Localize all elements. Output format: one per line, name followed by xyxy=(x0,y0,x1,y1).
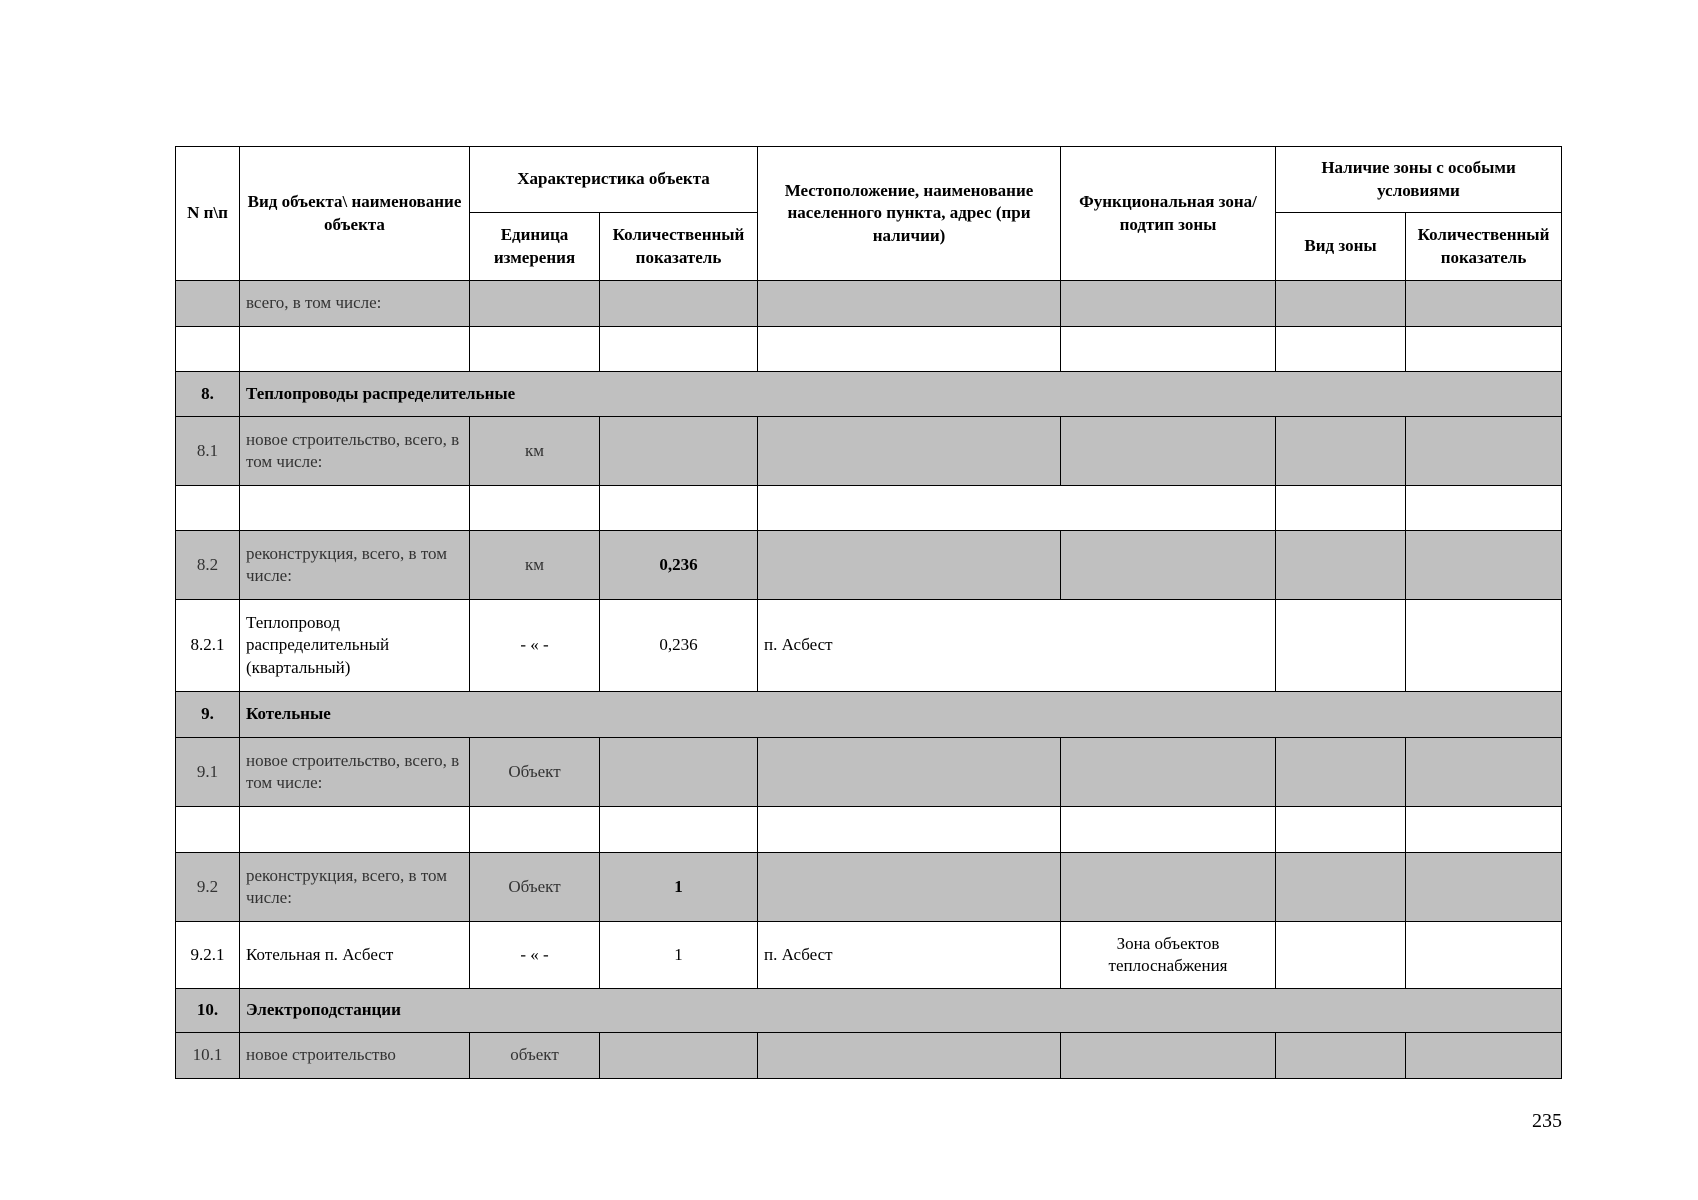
header-characteristic-group: Характеристика объекта xyxy=(470,147,758,213)
cell-name xyxy=(240,807,470,853)
cell-num xyxy=(176,327,240,372)
table-row xyxy=(176,600,1562,692)
header-object-type: Вид объекта\ наименование объекта xyxy=(240,147,470,281)
cell-unit: км xyxy=(470,417,600,486)
table-row xyxy=(176,807,1562,853)
cell-qty xyxy=(600,486,758,531)
table-row xyxy=(176,738,1562,807)
section-title: Электроподстанции xyxy=(240,989,1562,1033)
header-zone-quantity: Количественный показатель xyxy=(1406,213,1562,281)
cell-qty xyxy=(600,281,758,327)
cell-num: 9.1 xyxy=(176,738,240,807)
cell-name: новое строительство, всего, в том числе: xyxy=(240,738,470,807)
cell-zone-type xyxy=(1276,922,1406,989)
table-row xyxy=(176,853,1562,922)
cell-qty xyxy=(600,738,758,807)
cell-zone-type xyxy=(1276,807,1406,853)
cell-name: Теплопровод распределительный (квартальный) xyxy=(240,600,470,692)
cell-num: 9. xyxy=(176,692,240,738)
cell-unit: Объект xyxy=(470,738,600,807)
cell-unit xyxy=(470,486,600,531)
cell-zone-type xyxy=(1276,738,1406,807)
table-row xyxy=(176,327,1562,372)
cell-location xyxy=(758,1033,1061,1079)
cell-func-zone xyxy=(1061,417,1276,486)
cell-qty xyxy=(600,807,758,853)
cell-unit xyxy=(470,807,600,853)
table-row xyxy=(176,417,1562,486)
cell-zone-qty xyxy=(1406,327,1562,372)
cell-zone-qty xyxy=(1406,281,1562,327)
header-location: Местоположение, наименование населенного пункта, адрес (при наличии) xyxy=(758,147,1061,281)
cell-zone-type xyxy=(1276,417,1406,486)
page-number: 235 xyxy=(1532,1110,1562,1132)
cell-name: реконструкция, всего, в том числе: xyxy=(240,853,470,922)
cell-qty: 1 xyxy=(600,853,758,922)
cell-name: Котельная п. Асбест xyxy=(240,922,470,989)
cell-qty: 0,236 xyxy=(600,531,758,600)
header-unit: Единица измерения xyxy=(470,213,600,281)
cell-zone-qty xyxy=(1406,853,1562,922)
cell-num xyxy=(176,486,240,531)
cell-func-zone xyxy=(1061,853,1276,922)
header-special-zone-group: Наличие зоны с особыми условиями xyxy=(1276,147,1562,213)
cell-unit xyxy=(470,281,600,327)
cell-num: 8. xyxy=(176,372,240,417)
header-zone-type: Вид зоны xyxy=(1276,213,1406,281)
cell-zone-qty xyxy=(1406,922,1562,989)
cell-qty xyxy=(600,1033,758,1079)
cell-zone-type xyxy=(1276,853,1406,922)
cell-qty: 1 xyxy=(600,922,758,989)
cell-func-zone xyxy=(1061,281,1276,327)
table-row xyxy=(176,922,1562,989)
cell-unit: км xyxy=(470,531,600,600)
table-row xyxy=(176,281,1562,327)
cell-num: 9.2.1 xyxy=(176,922,240,989)
cell-num: 10. xyxy=(176,989,240,1033)
section-row xyxy=(176,372,1562,417)
cell-location xyxy=(758,738,1061,807)
cell-location: п. Асбест xyxy=(758,922,1061,989)
cell-location xyxy=(758,853,1061,922)
cell-zone-type xyxy=(1276,281,1406,327)
cell-name xyxy=(240,486,470,531)
cell-location xyxy=(758,486,1276,531)
cell-name: новое строительство xyxy=(240,1033,470,1079)
cell-name: новое строительство, всего, в том числе: xyxy=(240,417,470,486)
cell-unit: Объект xyxy=(470,853,600,922)
header-functional-zone: Функциональная зона/ подтип зоны xyxy=(1061,147,1276,281)
cell-zone-type xyxy=(1276,327,1406,372)
cell-zone-qty xyxy=(1406,807,1562,853)
cell-unit: - « - xyxy=(470,922,600,989)
cell-zone-qty xyxy=(1406,600,1562,692)
cell-location xyxy=(758,327,1061,372)
cell-zone-qty xyxy=(1406,417,1562,486)
cell-zone-qty xyxy=(1406,1033,1562,1079)
cell-zone-qty xyxy=(1406,486,1562,531)
cell-name: реконструкция, всего, в том числе: xyxy=(240,531,470,600)
cell-func-zone xyxy=(1061,327,1276,372)
cell-num: 8.2 xyxy=(176,531,240,600)
cell-location xyxy=(758,417,1061,486)
table-row xyxy=(176,1033,1562,1079)
cell-zone-qty xyxy=(1406,531,1562,600)
cell-location xyxy=(758,807,1061,853)
cell-func-zone xyxy=(1061,807,1276,853)
cell-func-zone: Зона объектов теплоснабжения xyxy=(1061,922,1276,989)
cell-zone-type xyxy=(1276,1033,1406,1079)
cell-unit xyxy=(470,327,600,372)
section-row xyxy=(176,692,1562,738)
table-row xyxy=(176,486,1562,531)
cell-num: 8.2.1 xyxy=(176,600,240,692)
cell-num xyxy=(176,807,240,853)
section-title: Теплопроводы распределительные xyxy=(240,372,1562,417)
cell-name xyxy=(240,327,470,372)
cell-qty: 0,236 xyxy=(600,600,758,692)
cell-func-zone xyxy=(1061,1033,1276,1079)
cell-func-zone xyxy=(1061,738,1276,807)
section-row xyxy=(176,989,1562,1033)
cell-zone-qty xyxy=(1406,738,1562,807)
table-row xyxy=(176,531,1562,600)
cell-num: 10.1 xyxy=(176,1033,240,1079)
objects-table xyxy=(175,146,1562,1079)
cell-location xyxy=(758,281,1061,327)
cell-num: 8.1 xyxy=(176,417,240,486)
cell-unit: - « - xyxy=(470,600,600,692)
cell-zone-type xyxy=(1276,486,1406,531)
cell-num xyxy=(176,281,240,327)
cell-zone-type xyxy=(1276,531,1406,600)
cell-qty xyxy=(600,327,758,372)
cell-num: 9.2 xyxy=(176,853,240,922)
section-title: Котельные xyxy=(240,692,1562,738)
header-num: N п\п xyxy=(176,147,240,281)
cell-qty xyxy=(600,417,758,486)
cell-unit: объект xyxy=(470,1033,600,1079)
cell-zone-type xyxy=(1276,600,1406,692)
cell-name: всего, в том числе: xyxy=(240,281,470,327)
cell-location: п. Асбест xyxy=(758,600,1276,692)
header-quantity: Количественный показатель xyxy=(600,213,758,281)
cell-func-zone xyxy=(1061,531,1276,600)
cell-location xyxy=(758,531,1061,600)
